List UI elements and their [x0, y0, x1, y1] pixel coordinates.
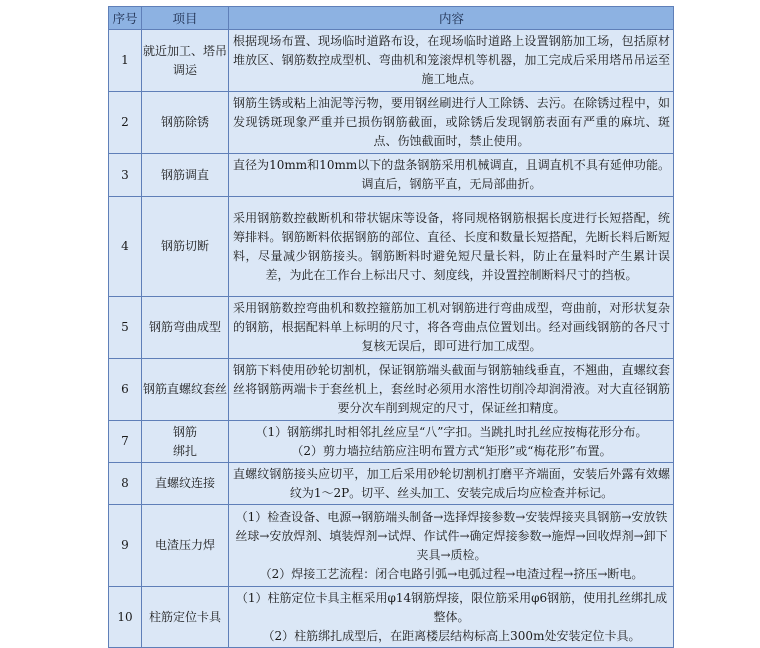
row-num: 5 — [109, 297, 142, 359]
table-row — [109, 505, 674, 587]
content-line: （1）检查设备、电源→钢筋端头制备→选择焊接参数→安装焊接夹具钢筋→安放铁丝球→安放焊剂、填装焊剂→试焊、作试件→确定焊接参数→施焊→回收焊剂→卸下夹具→质检。 — [235, 509, 668, 562]
table-row — [109, 92, 674, 154]
row-item: 就近加工、塔吊调运 — [142, 30, 229, 92]
row-num: 4 — [109, 197, 142, 297]
row-num: 1 — [109, 30, 142, 92]
row-num: 6 — [109, 359, 142, 421]
table-header-row — [109, 7, 674, 30]
content-line: （1）钢筋绑扎时相邻扎丝应呈“八”字扣。当跳扎时扎丝应按梅花形分布。 — [255, 424, 648, 439]
header-num: 序号 — [109, 7, 142, 30]
row-content: 钢筋生锈或粘上油泥等污物，要用钢丝刷进行人工除锈、去污。在除锈过程中，如发现锈斑现象严重并已损伤钢筋截面，或除锈后发现钢筋表面有严重的麻坑、斑点、伤蚀截面时，禁止使用。 — [229, 92, 674, 154]
row-item: 柱筋定位卡具 — [142, 587, 229, 648]
header-content: 内容 — [229, 7, 674, 30]
row-item: 直螺纹连接 — [142, 463, 229, 505]
content-line: （2）柱筋绑扎成型后，在距离楼层结构标高上300m处安装定位卡具。 — [262, 628, 641, 643]
row-item: 钢筋调直 — [142, 154, 229, 197]
content-line: （1）柱筋定位卡具主框采用φ14钢筋焊接，限位筋采用φ6钢筋，使用扎丝绑扎成整体。 — [235, 590, 668, 624]
row-num: 10 — [109, 587, 142, 648]
row-content: 采用钢筋数控弯曲机和数控箍筋加工机对钢筋进行弯曲成型，弯曲前，对形状复杂的钢筋，根据配料单上标明的尺寸，将各弯曲点位置划出。经对画线钢筋的各尺寸复核无误后，即可进行加工成型。 — [229, 297, 674, 359]
row-item: 钢筋切断 — [142, 197, 229, 297]
row-content: 根据现场布置、现场临时道路布设，在现场临时道路上设置钢筋加工场，包括原材堆放区、钢筋数控成型机、弯曲机和笼滚焊机等机器，加工完成后采用塔吊吊运至施工地点。 — [229, 30, 674, 92]
row-num: 3 — [109, 154, 142, 197]
row-num: 8 — [109, 463, 142, 505]
header-item: 项目 — [142, 7, 229, 30]
row-num: 7 — [109, 421, 142, 463]
row-item: 钢筋弯曲成型 — [142, 297, 229, 359]
row-content: 钢筋下料使用砂轮切割机，保证钢筋端头截面与钢筋轴线垂直，不翘曲，直螺纹套丝将钢筋两端卡于套丝机上，套丝时必须用水溶性切削冷却润滑液。对大直径钢筋要分次车削到规定的尺寸，保证丝扣精度。 — [229, 359, 674, 421]
table-row — [109, 297, 674, 359]
table-row — [109, 587, 674, 648]
row-item: 钢筋除锈 — [142, 92, 229, 154]
row-num: 9 — [109, 505, 142, 587]
row-content: 采用钢筋数控截断机和带状锯床等设备，将同规格钢筋根据长度进行长短搭配，统筹排料。钢筋断料依据钢筋的部位、直径、长度和数量长短搭配，先断长料后断短料，尽量减少钢筋接头。钢筋断料时避免短尺量长料，防止在量料时产生累计误差，为此在工作台上标出尺寸、刻度线，并设置控制断料尺寸的挡板。 — [229, 197, 674, 297]
table-row — [109, 30, 674, 92]
row-content — [229, 421, 674, 463]
table-row — [109, 359, 674, 421]
table-row — [109, 197, 674, 297]
row-content — [229, 505, 674, 587]
row-content: 直螺纹钢筋接头应切平，加工后采用砂轮切割机打磨平齐端面，安装后外露有效螺纹为1～2P。切平、丝头加工、安装完成后均应检查并标记。 — [229, 463, 674, 505]
row-content — [229, 587, 674, 648]
content-line: （2）剪力墙拉结筋应注明布置方式“矩形”或“梅花形”布置。 — [291, 443, 612, 458]
row-item: 钢筋直螺纹套丝 — [142, 359, 229, 421]
row-num: 2 — [109, 92, 142, 154]
table-row — [109, 154, 674, 197]
row-item: 钢筋 绑扎 — [142, 421, 229, 463]
table-row — [109, 421, 674, 463]
content-line: （2）焊接工艺流程：闭合电路引弧→电弧过程→电渣过程→挤压→断电。 — [259, 566, 644, 581]
process-table — [108, 6, 674, 648]
table-row — [109, 463, 674, 505]
row-item: 电渣压力焊 — [142, 505, 229, 587]
row-content: 直径为10mm和10mm以下的盘条钢筋采用机械调直，且调直机不具有延伸功能。调直后，钢筋平直，无局部曲折。 — [229, 154, 674, 197]
